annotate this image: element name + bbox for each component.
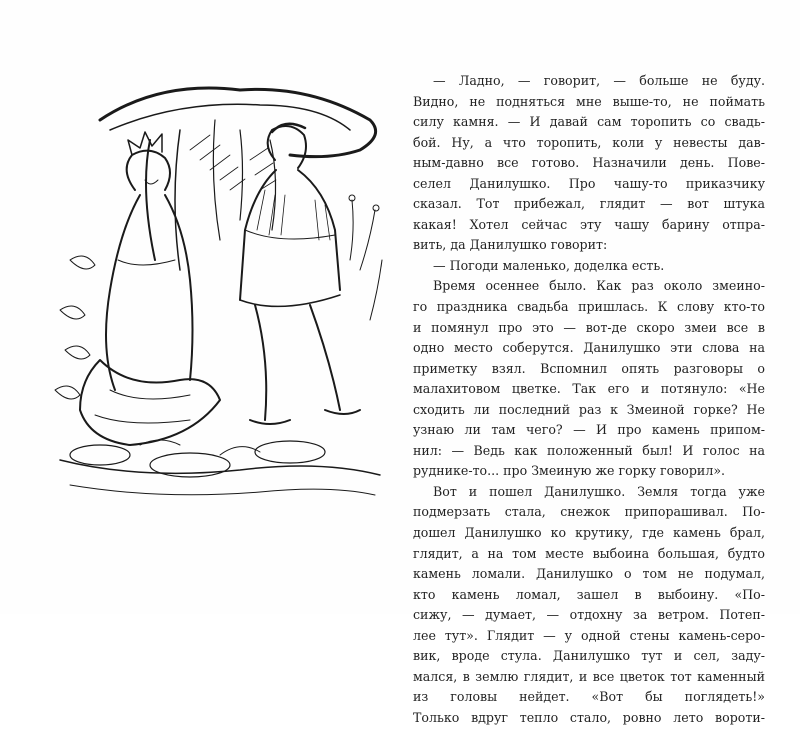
text-line: одно место соберутся. Данилушко эти слова на bbox=[413, 340, 765, 356]
text-line: камень ломали. Данилушко о том не подумал, bbox=[413, 566, 765, 582]
text-column bbox=[413, 71, 765, 729]
sketch-illustration bbox=[40, 60, 400, 510]
text-line: селел Данилушко. Про чашу-то приказчику bbox=[413, 175, 765, 191]
text-line: вик, вроде стула. Данилушко тут и сел, заду- bbox=[413, 648, 765, 664]
text-line: и помянул про это — вот-де скоро змеи все в bbox=[413, 319, 765, 335]
text-line: подмерзать стала, снежок припорашивал. По- bbox=[413, 504, 765, 520]
text-line: Только вдруг тепло стало, ровно лето вороти- bbox=[413, 709, 765, 725]
text-line: — Ладно, — говорит, — больше не буду. bbox=[433, 73, 765, 88]
text-line: Вот и пошел Данилушко. Земля тогда уже bbox=[433, 483, 765, 499]
text-line: ным-давно все готово. Назначили день. Пове- bbox=[413, 155, 765, 171]
text-line: сходить ли последний раз к Змеиной горке? Не bbox=[413, 401, 765, 417]
illustration bbox=[40, 60, 400, 510]
text-line: приметку взял. Вспомнил опять разговоры о bbox=[413, 360, 765, 376]
text-line: узнаю ли там чего? — И про камень припом- bbox=[413, 422, 765, 438]
text-line: силу камня. — И давай сам торопить со свадь- bbox=[413, 114, 765, 130]
text-line: Видно, не подняться мне выше-то, не поймать bbox=[413, 93, 765, 109]
text-line: лее тут». Глядит — у одной стены камень-серо- bbox=[413, 627, 765, 643]
text-line: дошел Данилушко ко крутику, где камень брал, bbox=[413, 525, 765, 541]
text-line: малахитовом цветке. Так его и потянуло: «Не bbox=[413, 381, 765, 397]
text-line: сижу, — думает, — отдохну за ветром. Потеп- bbox=[413, 607, 765, 623]
text-line: кто камень ломал, зашел в выбоину. «По- bbox=[413, 586, 765, 602]
text-line: мался, в землю глядит, и все цветок тот каменный bbox=[413, 668, 765, 684]
text-line: из головы нейдет. «Вот бы поглядеть!» bbox=[413, 689, 765, 705]
text-line: го праздника свадьба пришлась. К слову кто-то bbox=[413, 299, 765, 315]
text-line: сказал. Тот прибежал, глядит — вот штука bbox=[413, 196, 765, 212]
text-line: какая! Хотел сейчас эту чашу барину отпра- bbox=[413, 216, 765, 232]
text-line: руднике-то... про Змеиную же горку говорил». bbox=[413, 463, 726, 479]
text-line: бой. Ну, а что торопить, коли у невесты дав- bbox=[413, 134, 765, 150]
text-line: нил: — Ведь как положенный был! И голос на bbox=[413, 442, 765, 458]
text-line: Время осеннее было. Как раз около змеино- bbox=[433, 278, 765, 294]
text-line: глядит, а на том месте выбоина большая, будто bbox=[413, 545, 765, 561]
text-line: вить, да Данилушко говорит: bbox=[413, 237, 608, 253]
text-line: — Погоди маленько, доделка есть. bbox=[433, 257, 665, 273]
